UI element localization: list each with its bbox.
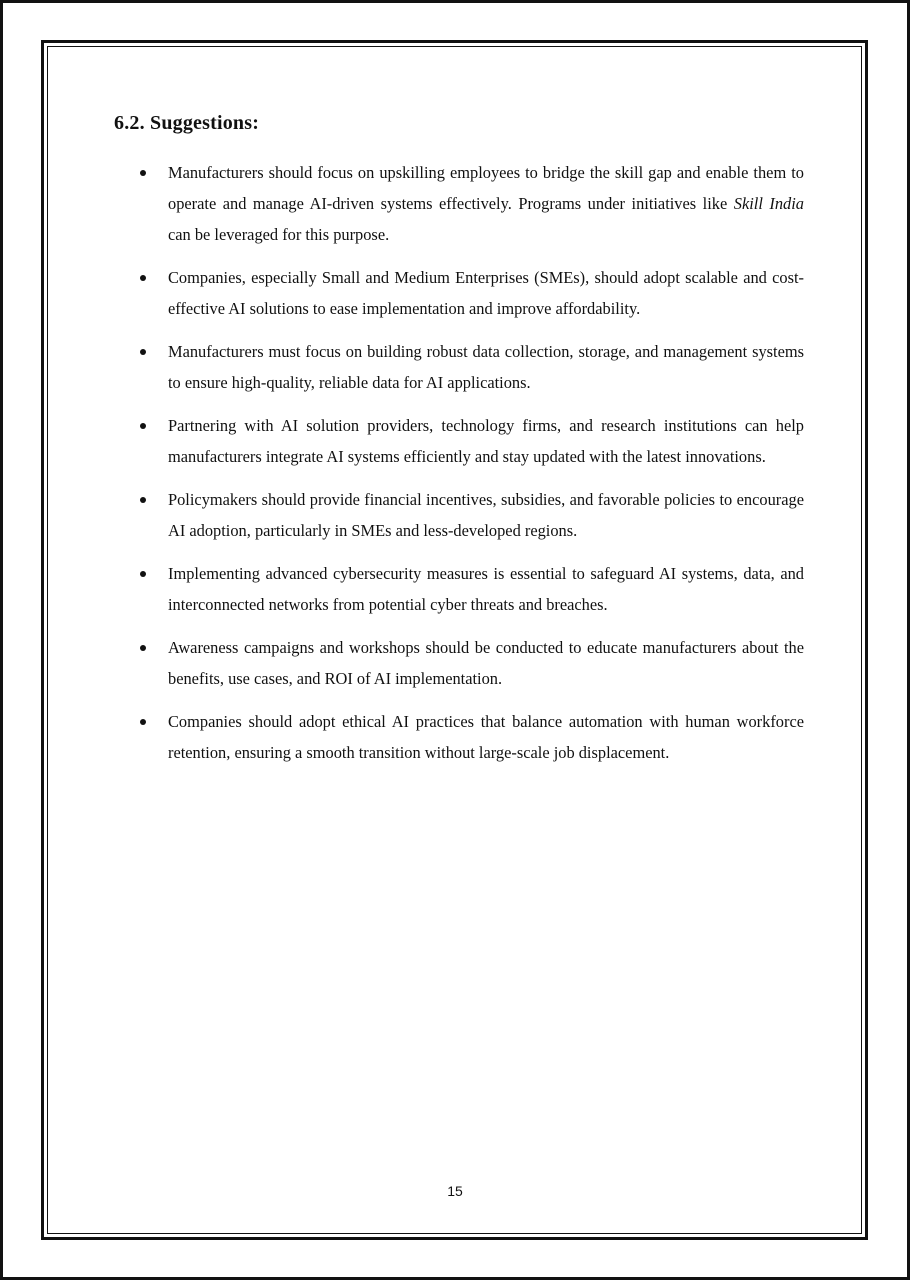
list-item-text: Implementing advanced cybersecurity measures is essential to safeguard AI systems, data, and interconnected networks from potential cyber threats and breaches. [168,564,804,614]
page-content [114,112,804,780]
bullet-icon [140,275,146,281]
page-number: 15 [447,1183,463,1199]
emphasized-text: Skill India [733,194,805,213]
bullet-icon [140,645,146,651]
list-item [114,558,804,620]
bullet-icon [140,349,146,355]
list-item [114,157,804,250]
bullet-icon [140,719,146,725]
bullet-icon [140,170,146,176]
list-item-text: Awareness campaigns and workshops should be conducted to educate manufacturers about the benefits, use cases, and ROI of AI implementation. [168,638,804,688]
list-item [114,410,804,472]
list-item-text: Companies, especially Small and Medium Enterprises (SMEs), should adopt scalable and cost-effective AI solutions to ease implementation and improve affordability. [168,268,804,318]
list-item [114,706,804,768]
list-item-text: Manufacturers must focus on building robust data collection, storage, and management systems to ensure high-quality, reliable data for AI applications. [168,342,804,392]
suggestions-list [114,157,804,768]
list-item [114,484,804,546]
list-item-text: Companies should adopt ethical AI practices that balance automation with human workforce retention, ensuring a smooth transition without large-scale job displacement. [168,712,804,762]
list-item [114,632,804,694]
list-item [114,262,804,324]
list-item [114,336,804,398]
list-item-text: Partnering with AI solution providers, technology firms, and research institutions can help manufacturers integrate AI systems efficiently and stay updated with the latest innovations. [168,416,804,466]
list-item-text: Manufacturers should focus on upskilling employees to bridge the skill gap and enable them to operate and manage AI-driven systems effectively. Programs under initiatives like Skill India can be leveraged for this purpose. [168,163,805,244]
section-heading: 6.2. Suggestions: [114,112,260,134]
list-item-text: Policymakers should provide financial incentives, subsidies, and favorable policies to encourage AI adoption, particularly in SMEs and less-developed regions. [168,490,804,540]
bullet-icon [140,571,146,577]
bullet-icon [140,423,146,429]
bullet-icon [140,497,146,503]
